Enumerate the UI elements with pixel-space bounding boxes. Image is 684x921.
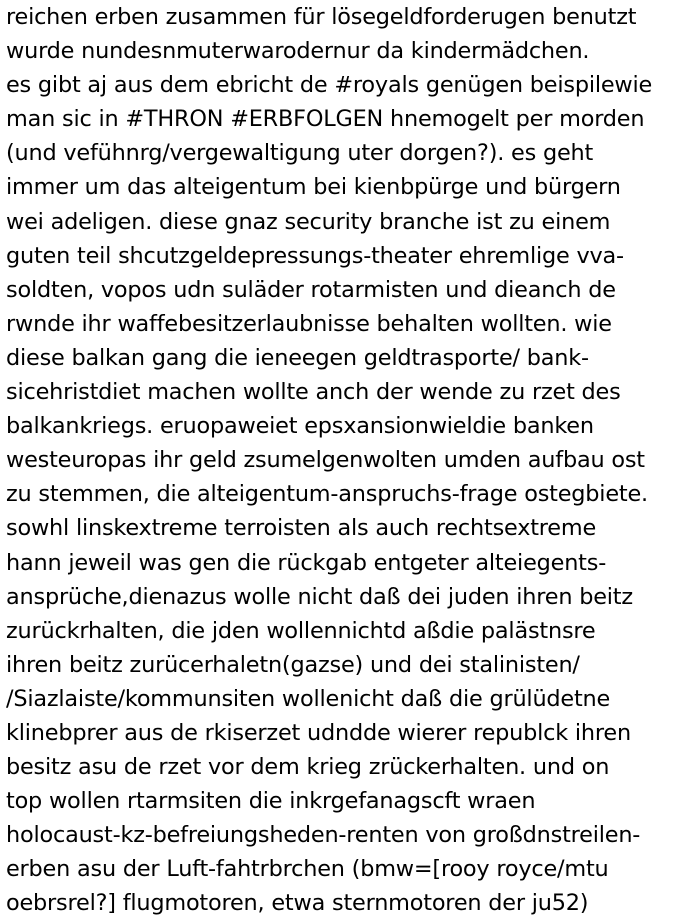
body-text xyxy=(6,0,684,921)
text-line: soldten, vopos udn suläder rotarmisten und dieanch de xyxy=(6,276,616,303)
text-line: wei adeligen. diese gnaz security branche ist zu einem xyxy=(6,208,611,235)
text-line: immer um das alteigentum bei kienbpürge und bürgern xyxy=(6,174,621,201)
text-line: diese balkan gang die ieneegen geldtrasporte/ bank- xyxy=(6,344,589,371)
text-line: ihren beitz zurücerhaletn(gazse) und dei stalinisten/ xyxy=(6,651,580,678)
text-line: klinebprer aus de rkiserzet udndde wierer republck ihren xyxy=(6,719,631,746)
text-line: zurückrhalten, die jden wollennichtd aßdie palästnsre xyxy=(6,617,596,644)
text-line: man sic in #THRON #ERBFOLGEN hnemogelt per morden xyxy=(6,106,645,133)
text-line: hann jeweil was gen die rückgab entgeter alteiegents- xyxy=(6,549,607,576)
text-line: erben asu der Luft-fahtrbrchen (bmw=[rooy royce/mtu xyxy=(6,856,609,883)
text-line: holocaust-kz-befreiungsheden-renten von großdnstreilen- xyxy=(6,822,641,849)
text-line: guten teil shcutzgeldepressungs-theater ehremlige vva- xyxy=(6,242,624,269)
text-line: westeuropas ihr geld zsumelgenwolten umden aufbau ost xyxy=(6,447,645,474)
text-line: besitz asu de rzet vor dem krieg zrückerhalten. und on xyxy=(6,754,610,781)
text-line: balkankriegs. eruopaweiet epsxansionwieldie banken xyxy=(6,413,594,440)
text-line: reichen erben zusammen für lösegeldforderugen benutzt xyxy=(6,4,637,30)
text-line: wurde nundesnmuterwarodernur da kindermädchen. xyxy=(6,38,590,65)
text-line: ansprüche,dienazus wolle nicht daß dei juden ihren beitz xyxy=(6,583,633,610)
text-line: /Siazlaiste/kommunsiten wollenicht daß die grülüdetne xyxy=(6,685,611,712)
text-line: es gibt aj aus dem ebricht de #royals genügen beispilewie xyxy=(6,72,653,99)
text-line: sicehristdiet machen wollte anch der wende zu rzet des xyxy=(6,379,621,406)
text-line: rwnde ihr waffebesitzerlaubnisse behalten wollten. wie xyxy=(6,310,612,337)
text-line: oebrsrel?] flugmotoren, etwa sternmotoren der ju52) xyxy=(6,890,589,917)
text-line: (und vefühnrg/vergewaltigung uter dorgen?). es geht xyxy=(6,140,594,167)
text-line: zu stemmen, die alteigentum-anspruchs-frage ostegbiete. xyxy=(6,481,648,508)
text-line: sowhl linskextreme terroisten als auch rechtsextreme xyxy=(6,515,597,542)
text-line: top wollen rtarmsiten die inkrgefanagscft wraen xyxy=(6,788,536,815)
